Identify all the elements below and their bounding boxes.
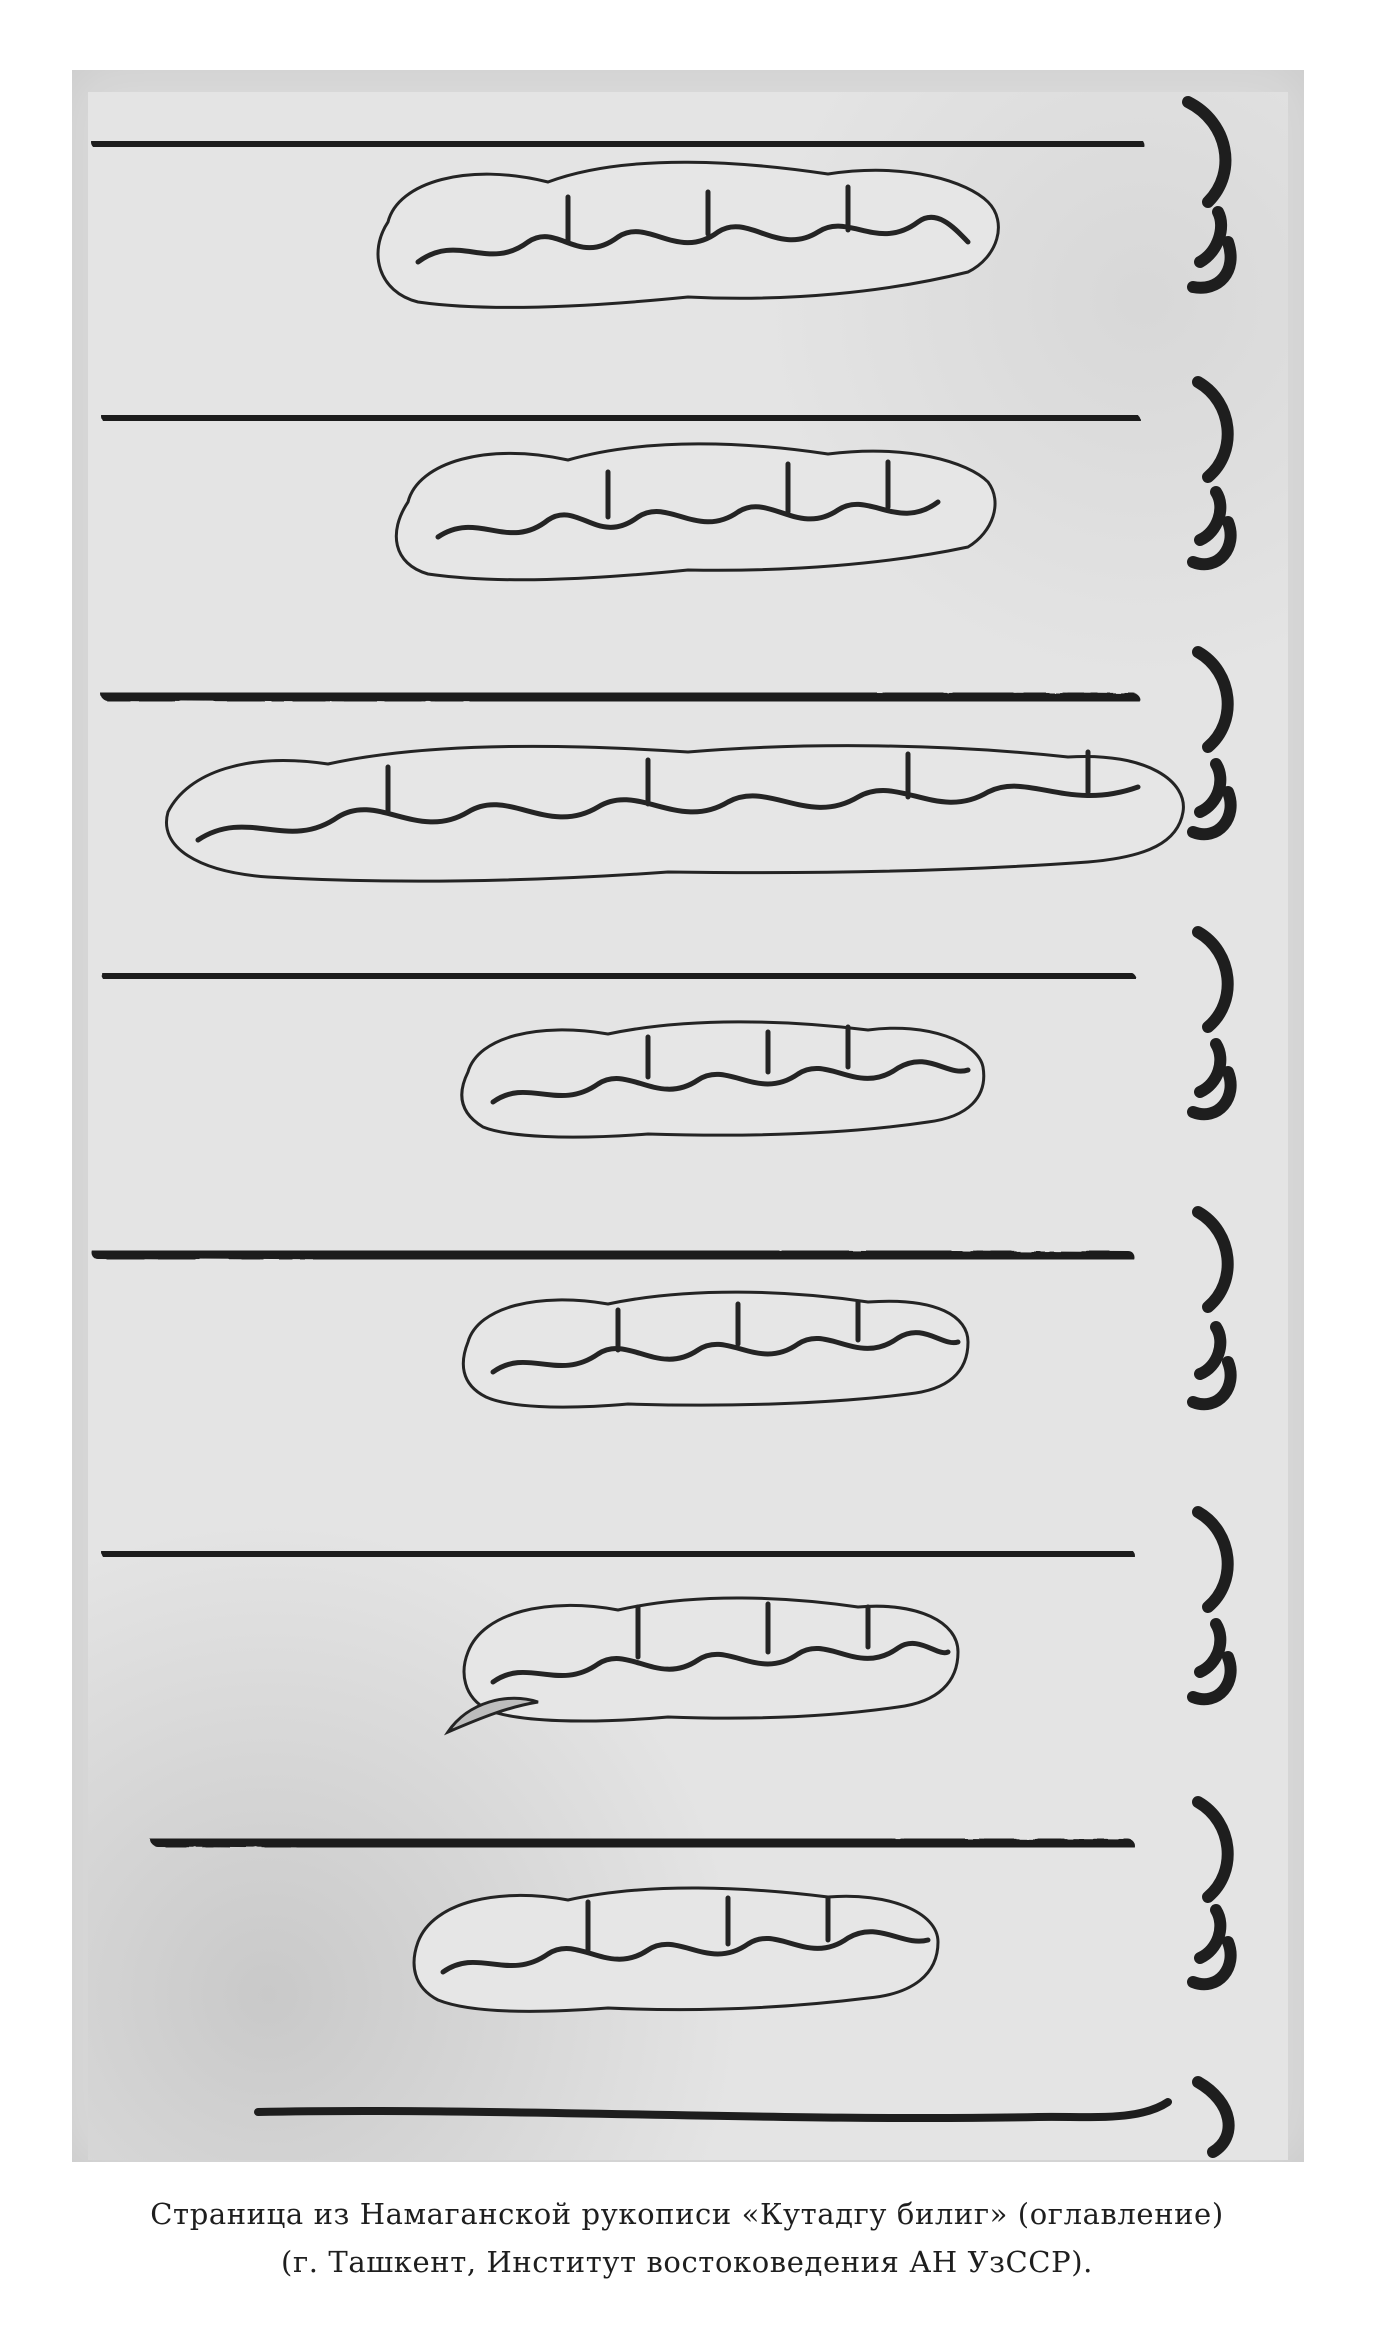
margin-letters [1188, 102, 1231, 288]
caption-line-2: (г. Ташкент, Институт востоковедения АН УзССР). [281, 2245, 1093, 2279]
rule-line [108, 416, 1133, 420]
heading-row-2 [108, 382, 1231, 580]
heading-row-6 [108, 1512, 1231, 1732]
margin-letters [1198, 2082, 1229, 2152]
manuscript-drawing [88, 92, 1288, 2160]
caption-line-1: Страница из Намаганской рукописи «Кутадгу билиг» (оглавление) [150, 2197, 1224, 2231]
rule-line [108, 694, 1133, 700]
calligraphy-cartouche [463, 1292, 968, 1407]
rule-line [108, 974, 1128, 978]
calligraphy-cartouche [414, 1888, 938, 2011]
rule-line [98, 1252, 1128, 1258]
margin-letters [1193, 932, 1231, 1114]
calligraphy-cartouche [378, 162, 998, 307]
heading-row-5 [98, 1212, 1231, 1407]
manuscript-page [88, 92, 1288, 2160]
bottom-rule [258, 2082, 1229, 2152]
rule-line [98, 142, 1138, 146]
heading-row-1 [98, 102, 1231, 307]
rule-line [108, 1552, 1128, 1556]
heading-row-3 [108, 652, 1231, 881]
margin-letters [1193, 1802, 1231, 1984]
margin-letters [1193, 382, 1231, 564]
rule-line [258, 2102, 1168, 2118]
figure-caption [40, 2190, 1334, 2286]
margin-letters [1193, 1212, 1231, 1404]
calligraphy-cartouche [462, 1022, 984, 1137]
heading-row-4 [108, 932, 1231, 1137]
heading-row-7 [158, 1802, 1231, 2011]
calligraphy-cartouche [166, 746, 1183, 881]
rule-line [158, 1840, 1128, 1846]
margin-letters [1193, 1512, 1231, 1699]
margin-letters [1193, 652, 1231, 834]
